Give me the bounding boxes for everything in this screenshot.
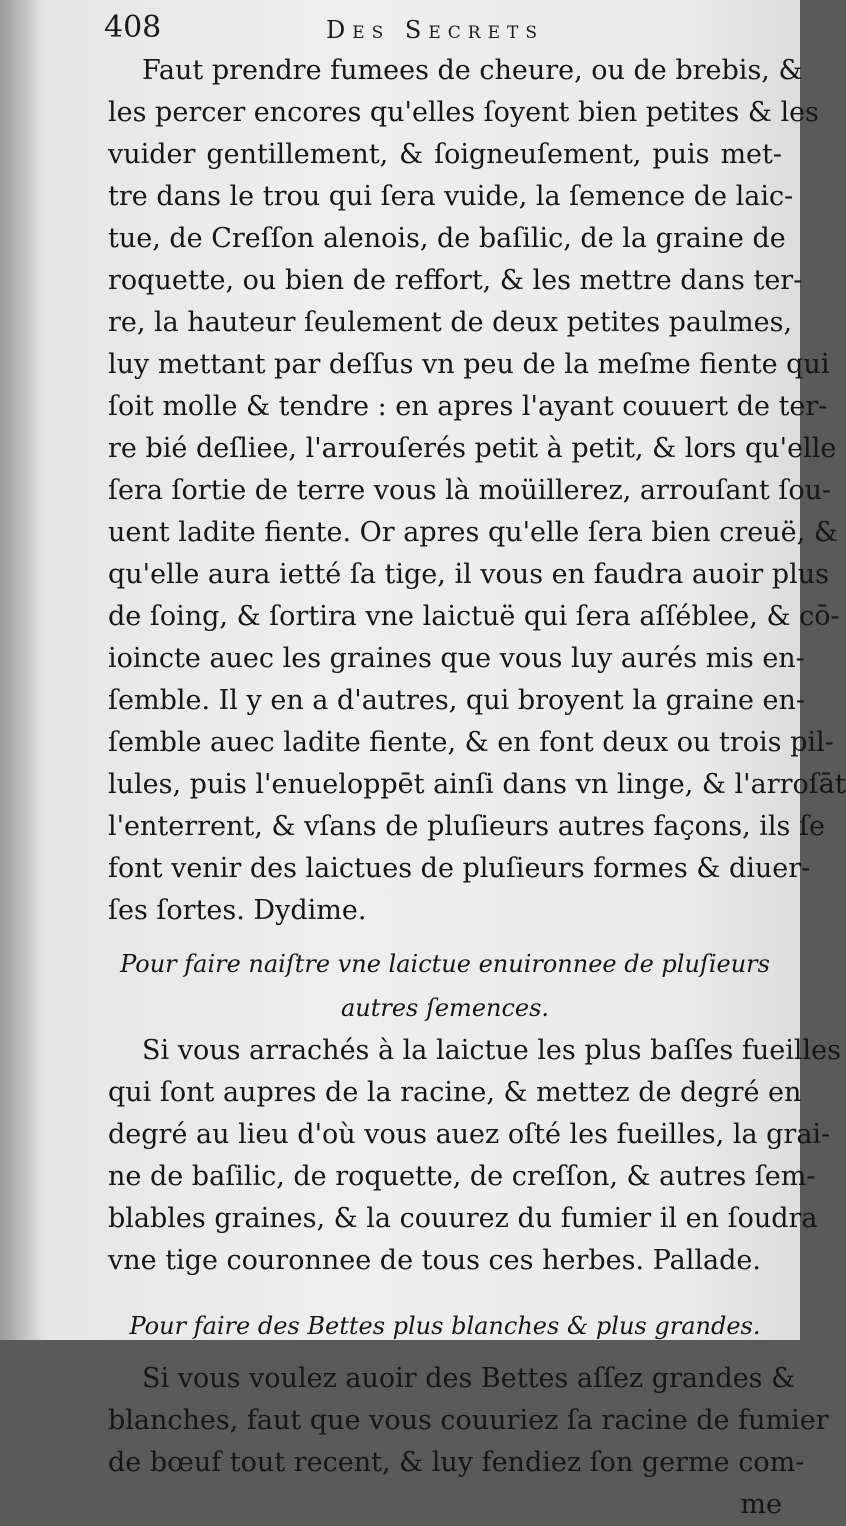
text-line: ne de baſilic, de roquette, de creſſon, & autres ſem-	[108, 1161, 816, 1192]
text-line: ioincte auec les graines que vous luy aurés mis en-	[108, 643, 805, 674]
text-line: de ſoing, & ſortira vne laictuë qui ſera aſſéblee, & cō-	[108, 601, 840, 632]
section-heading: Pour faire des Bettes plus blanches & plus grandes.	[129, 1312, 761, 1340]
body-text	[108, 50, 846, 1526]
text-line: font venir des laictues de pluſieurs formes & diuer-	[108, 853, 811, 884]
text-line: Faut prendre fumees de cheure, ou de brebis, &	[142, 55, 803, 86]
text-line: tue, de Creſſon alenois, de baſilic, de la graine de	[108, 223, 786, 254]
text-line: blanches, faut que vous couuriez ſa racine de fumier	[108, 1405, 829, 1436]
text-line: Si vous arrachés à la laictue les plus baſſes fueilles	[142, 1035, 841, 1066]
text-line: ſes ſortes. Dydime.	[108, 895, 367, 926]
text-line: lules, puis l'enueloppēt ainſi dans vn linge, & l'arroſāt	[108, 769, 846, 800]
spacer	[108, 1348, 782, 1358]
gutter-shadow	[0, 0, 40, 1340]
running-head: Des Secrets	[326, 16, 544, 44]
section-heading: Pour faire naiſtre vne laictue enuironnee de pluſieurs	[120, 950, 770, 978]
text-line: vuider gentillement, & ſoigneuſement, puis met-	[108, 139, 782, 170]
text-line: Si vous voulez auoir des Bettes aſſez grandes &	[142, 1363, 796, 1394]
text-line: luy mettant par deſſus vn peu de la meſme fiente qui	[108, 349, 830, 380]
text-line: ſera ſortie de terre vous là moüillerez, arrouſant ſou-	[108, 475, 832, 506]
text-line: re bié deſliee, l'arrouſerés petit à petit, & lors qu'elle	[108, 433, 837, 464]
text-line: les percer encores qu'elles ſoyent bien petites & les	[108, 97, 819, 128]
section-heading: autres ſemences.	[340, 994, 550, 1022]
text-line: qu'elle aura ietté ſa tige, il vous en faudra auoir plus	[108, 559, 829, 590]
text-line: vne tige couronnee de tous ces herbes. Pallade.	[108, 1245, 761, 1276]
text-line: ſoit molle & tendre : en apres l'ayant couuert de ter-	[108, 391, 828, 422]
text-line: blables graines, & la couurez du fumier il en ſoudra	[108, 1203, 818, 1234]
text-line: ſemble auec ladite fiente, & en font deux ou trois pil-	[108, 727, 834, 758]
text-line: degré au lieu d'où vous auez oſté les fueilles, la grai-	[108, 1119, 831, 1150]
text-line: uent ladite fiente. Or apres qu'elle ſera bien creuë, &	[108, 517, 838, 548]
text-line: qui ſont aupres de la racine, & mettez de degré en	[108, 1077, 802, 1108]
spacer	[108, 1282, 782, 1304]
text-line: tre dans le trou qui ſera vuide, la ſemence de laic-	[108, 181, 794, 212]
text-line: l'enterrent, & vſans de pluſieurs autres façons, ils ſe	[108, 811, 825, 842]
page-header	[104, 10, 624, 50]
catchword: me	[740, 1489, 782, 1520]
text-line: de bœuf tout recent, & luy fendiez ſon germe com-	[108, 1447, 805, 1478]
spacer	[108, 932, 782, 942]
text-line: re, la hauteur ſeulement de deux petites paulmes,	[108, 307, 793, 338]
text-line: roquette, ou bien de reffort, & les mettre dans ter-	[108, 265, 803, 296]
page-number: 408	[104, 10, 162, 45]
text-line: ſemble. Il y en a d'autres, qui broyent la graine en-	[108, 685, 806, 716]
